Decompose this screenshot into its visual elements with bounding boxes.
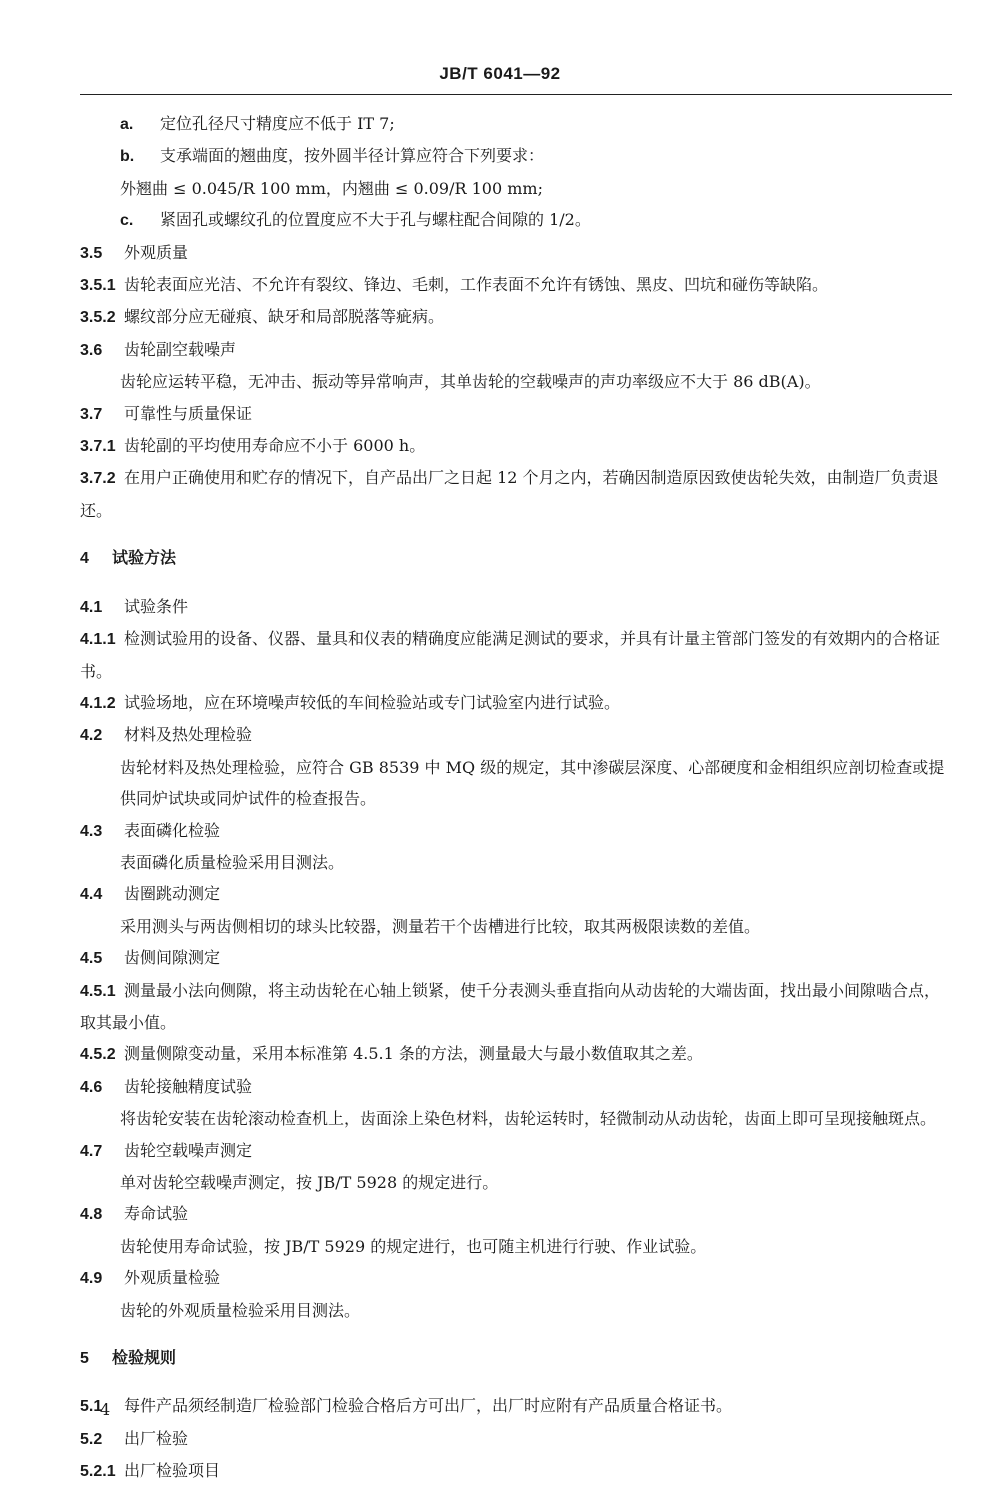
section-title: 试验方法 [112,548,177,568]
list-item-a [80,108,950,140]
item-text: 定位孔径尺寸精度应不低于 IT 7; [160,114,395,133]
clause-text: 齿轮空载噪声测定 [124,1140,253,1160]
clause-text: 齿轮副的平均使用寿命应不小于 6000 h。 [124,436,426,456]
clause-4-3-body [80,847,950,878]
clause-text: 齿侧间隙测定 [124,948,221,968]
paragraph-text: 采用测头与两齿侧相切的球头比较器，测量若干个齿槽进行比较，取其两极限读数的差值。 [120,916,761,936]
item-text: 紧固孔或螺纹孔的位置度应不大于孔与螺柱配合间隙的 1/2。 [160,210,591,230]
clause-4-2 [80,719,950,751]
clause-4-6 [80,1071,950,1103]
clause-text: 外观质量 [124,242,189,262]
clause-number: 4.8 [80,1206,103,1224]
clause-number: 4.2 [80,727,103,745]
clause-text: 测量侧隙变动量，采用本标准第 4.5.1 条的方法，测量最大与最小数值取其之差。 [124,1044,703,1064]
clause-text: 试验场地，应在环境噪声较低的车间检验站或专门试验室内进行试验。 [124,692,621,712]
clause-text: 外观质量检验 [124,1268,221,1288]
clause-4-4 [80,878,950,910]
clause-4-1 [80,591,950,623]
clause-text: 出厂检验 [124,1428,189,1448]
section-4-heading [80,542,950,574]
clause-4-3 [80,815,950,847]
clause-4-9 [80,1262,950,1294]
clause-number: 5.2 [80,1430,103,1448]
clause-number: 4.5.1 [80,982,116,1000]
page-number: 4 [100,1400,111,1419]
clause-number: 4.3 [80,822,103,840]
clause-number: 4.7 [80,1142,103,1160]
clause-4-8 [80,1198,950,1230]
clause-3-5-1 [80,269,950,301]
paragraph-text: 单对齿轮空载噪声测定，按 JB/T 5928 的规定进行。 [120,1173,499,1192]
document-body [80,108,950,1488]
item-text: 支承端面的翘曲度，按外圆半径计算应符合下列要求： [160,146,545,166]
clause-4-7-body [80,1167,950,1198]
clause-text: 出厂检验项目 [124,1461,221,1481]
clause-text: 每件产品须经制造厂检验部门检验合格后方可出厂，出厂时应附有产品质量合格证书。 [124,1396,733,1416]
clause-4-5 [80,942,950,974]
clause-text: 寿命试验 [124,1204,189,1224]
clause-number: 4.4 [80,886,103,904]
clause-5-2-1 [80,1455,950,1487]
item-number: c. [120,212,134,230]
paragraph-text: 齿轮使用寿命试验，按 JB/T 5929 的规定进行，也可随主机进行行驶、作业试验。 [120,1236,707,1256]
clause-number: 3.5.1 [80,277,116,295]
clause-number: 3.5 [80,244,103,262]
item-number: b. [120,148,135,166]
clause-number: 3.7.2 [80,470,116,488]
clause-number: 4.1.2 [80,694,116,712]
item-number: a. [120,116,134,133]
clause-4-1-2 [80,687,950,719]
clause-number: 4.1 [80,598,103,616]
paragraph-text: 将齿轮安装在齿轮滚动检查机上，齿面涂上染色材料，齿轮运转时，轻微制动从动齿轮，齿面上即可呈现接触斑点。 [120,1109,937,1129]
list-item-c [80,204,950,236]
clause-text: 表面磷化检验 [124,820,221,840]
clause-text: 齿轮接触精度试验 [124,1076,253,1096]
clause-3-7-2 [80,462,950,526]
clause-text: 螺纹部分应无碰痕、缺牙和局部脱落等疵病。 [124,307,445,327]
clause-3-6-body [80,366,950,397]
clause-4-1-1 [80,623,950,687]
clause-3-5 [80,237,950,269]
clause-number: 3.6 [80,341,103,359]
clause-text: 材料及热处理检验 [124,725,253,745]
clause-4-8-body [80,1231,950,1262]
clause-number: 3.5.2 [80,309,116,327]
clause-4-4-body [80,911,950,942]
header-rule [80,94,952,95]
clause-text: 测量最小法向侧隙，将主动齿轮在心轴上锁紧，使千分表测头垂直指向从动齿轮的大端齿面，找出最小间隙啮合点，取其最小值。 [80,980,941,1032]
clause-4-2-body [80,752,950,815]
paragraph-text: 表面磷化质量检验采用目测法。 [120,852,345,872]
clause-number: 4.6 [80,1078,103,1096]
document-header: JB/T 6041—92 [439,64,561,83]
clause-text: 试验条件 [124,596,189,616]
section-5-heading [80,1342,950,1374]
clause-number: 4.5 [80,950,103,968]
clause-number: 3.7.1 [80,438,116,456]
clause-3-6 [80,334,950,366]
paragraph-text: 齿轮的外观质量检验采用目测法。 [120,1300,361,1320]
flatness-requirement [80,173,950,204]
clause-5-2 [80,1423,950,1455]
section-title: 检验规则 [112,1348,177,1368]
clause-4-9-body [80,1295,950,1326]
clause-3-7-1 [80,430,950,462]
clause-number: 4.9 [80,1270,103,1288]
clause-number: 4.1.1 [80,631,116,649]
clause-number: 5.2.1 [80,1463,116,1481]
paragraph-text: 齿轮材料及热处理检验，应符合 GB 8539 中 MQ 级的规定，其中渗碳层深度、心部硬度和金相组织应剖切检查或提供同炉试块或同炉试件的检查报告。 [120,757,945,809]
clause-text: 可靠性与质量保证 [124,403,253,423]
list-item-b [80,140,950,172]
clause-4-5-2 [80,1038,950,1070]
clause-text: 齿圈跳动测定 [124,884,221,904]
section-number: 4 [80,550,89,568]
clause-text: 检测试验用的设备、仪器、量具和仪表的精确度应能满足测试的要求，并具有计量主管部门签发的有效期内的合格证书。 [80,629,941,681]
clause-number: 3.7 [80,405,103,423]
clause-3-5-2 [80,301,950,333]
clause-text: 在用户正确使用和贮存的情况下，自产品出厂之日起 12 个月之内，若确因制造原因致使齿轮失效，由制造厂负责退还。 [80,468,939,520]
clause-4-6-body [80,1103,950,1134]
clause-3-7 [80,398,950,430]
paragraph-text: 齿轮应运转平稳，无冲击、振动等异常响声，其单齿轮的空载噪声的声功率级应不大于 86 dB(A)。 [120,372,821,392]
section-number: 5 [80,1350,89,1368]
clause-5-1 [80,1390,950,1422]
clause-text: 齿轮副空载噪声 [124,339,237,359]
clause-number: 4.5.2 [80,1046,116,1064]
clause-4-7 [80,1135,950,1167]
clause-number: 5.1 [80,1398,103,1416]
item-text: 外翘曲 ≤ 0.045/R 100 mm，内翘曲 ≤ 0.09/R 100 mm; [120,178,543,198]
clause-4-5-1 [80,975,950,1039]
clause-text: 齿轮表面应光洁、不允许有裂纹、锋边、毛刺，工作表面不允许有锈蚀、黑皮、凹坑和碰伤等缺陷。 [124,275,829,295]
